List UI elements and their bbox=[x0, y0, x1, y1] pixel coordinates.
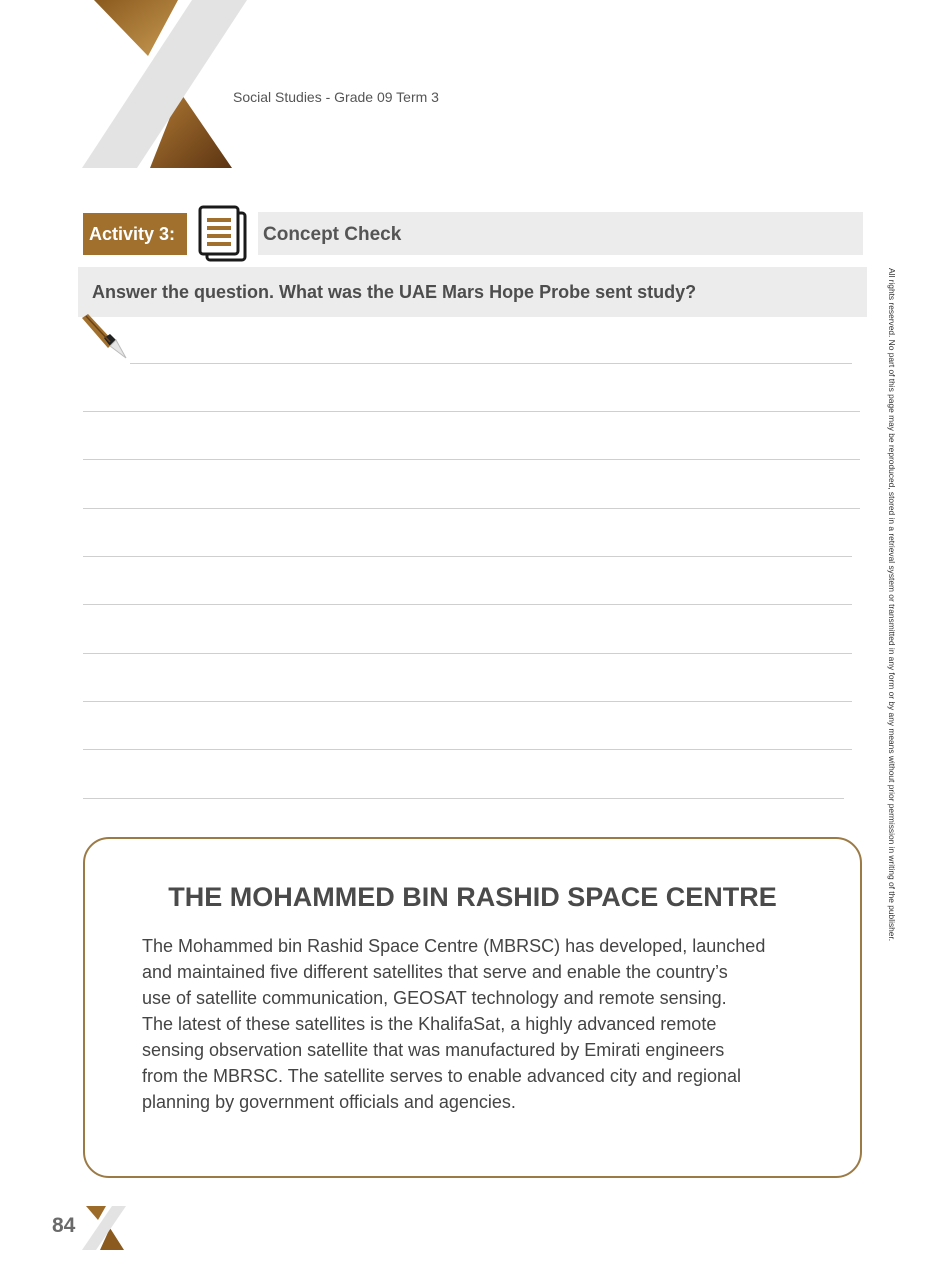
logo-x-graphic bbox=[82, 0, 247, 168]
info-line: sensing observation satellite that was manufactured by Emirati engineers bbox=[142, 1040, 725, 1060]
answer-line[interactable] bbox=[83, 411, 860, 412]
pen-icon bbox=[80, 312, 132, 364]
info-line: use of satellite communication, GEOSAT technology and remote sensing. bbox=[142, 988, 727, 1008]
page-number: 84 bbox=[52, 1214, 76, 1237]
header-subject: Social Studies - Grade 09 Term 3 bbox=[233, 89, 439, 105]
answer-line[interactable] bbox=[83, 556, 852, 557]
info-line: from the MBRSC. The satellite serves to enable advanced city and regional bbox=[142, 1066, 741, 1086]
info-box-title: THE MOHAMMED BIN RASHID SPACE CENTRE bbox=[168, 882, 777, 912]
info-line: and maintained five different satellites that serve and enable the country’s bbox=[142, 962, 728, 982]
logo-x-small-icon bbox=[82, 1206, 126, 1250]
answer-line[interactable] bbox=[83, 604, 852, 605]
activity-label: Activity 3: bbox=[83, 213, 187, 255]
answer-line[interactable] bbox=[83, 749, 852, 750]
answer-line[interactable] bbox=[83, 798, 844, 799]
answer-line[interactable] bbox=[83, 701, 852, 702]
document-icon bbox=[197, 205, 249, 263]
info-line: The Mohammed bin Rashid Space Centre (MBRSC) has developed, launched bbox=[142, 936, 766, 956]
info-box-body bbox=[142, 933, 814, 1115]
activity-title: Concept Check bbox=[258, 212, 863, 255]
answer-line[interactable] bbox=[83, 459, 860, 460]
answer-line[interactable] bbox=[83, 508, 860, 509]
info-line: planning by government officials and agencies. bbox=[142, 1092, 516, 1112]
info-line: The latest of these satellites is the KhalifaSat, a highly advanced remote bbox=[142, 1014, 717, 1034]
copyright-note: All rights reserved. No part of this page may be reproduced, stored in a retrieval system or transmitted in any form or by any means without prior permission in writing of the publisher. bbox=[887, 268, 897, 942]
question-text: Answer the question. What was the UAE Mars Hope Probe sent study? bbox=[78, 267, 867, 317]
answer-line[interactable] bbox=[130, 363, 852, 364]
answer-line[interactable] bbox=[83, 653, 852, 654]
